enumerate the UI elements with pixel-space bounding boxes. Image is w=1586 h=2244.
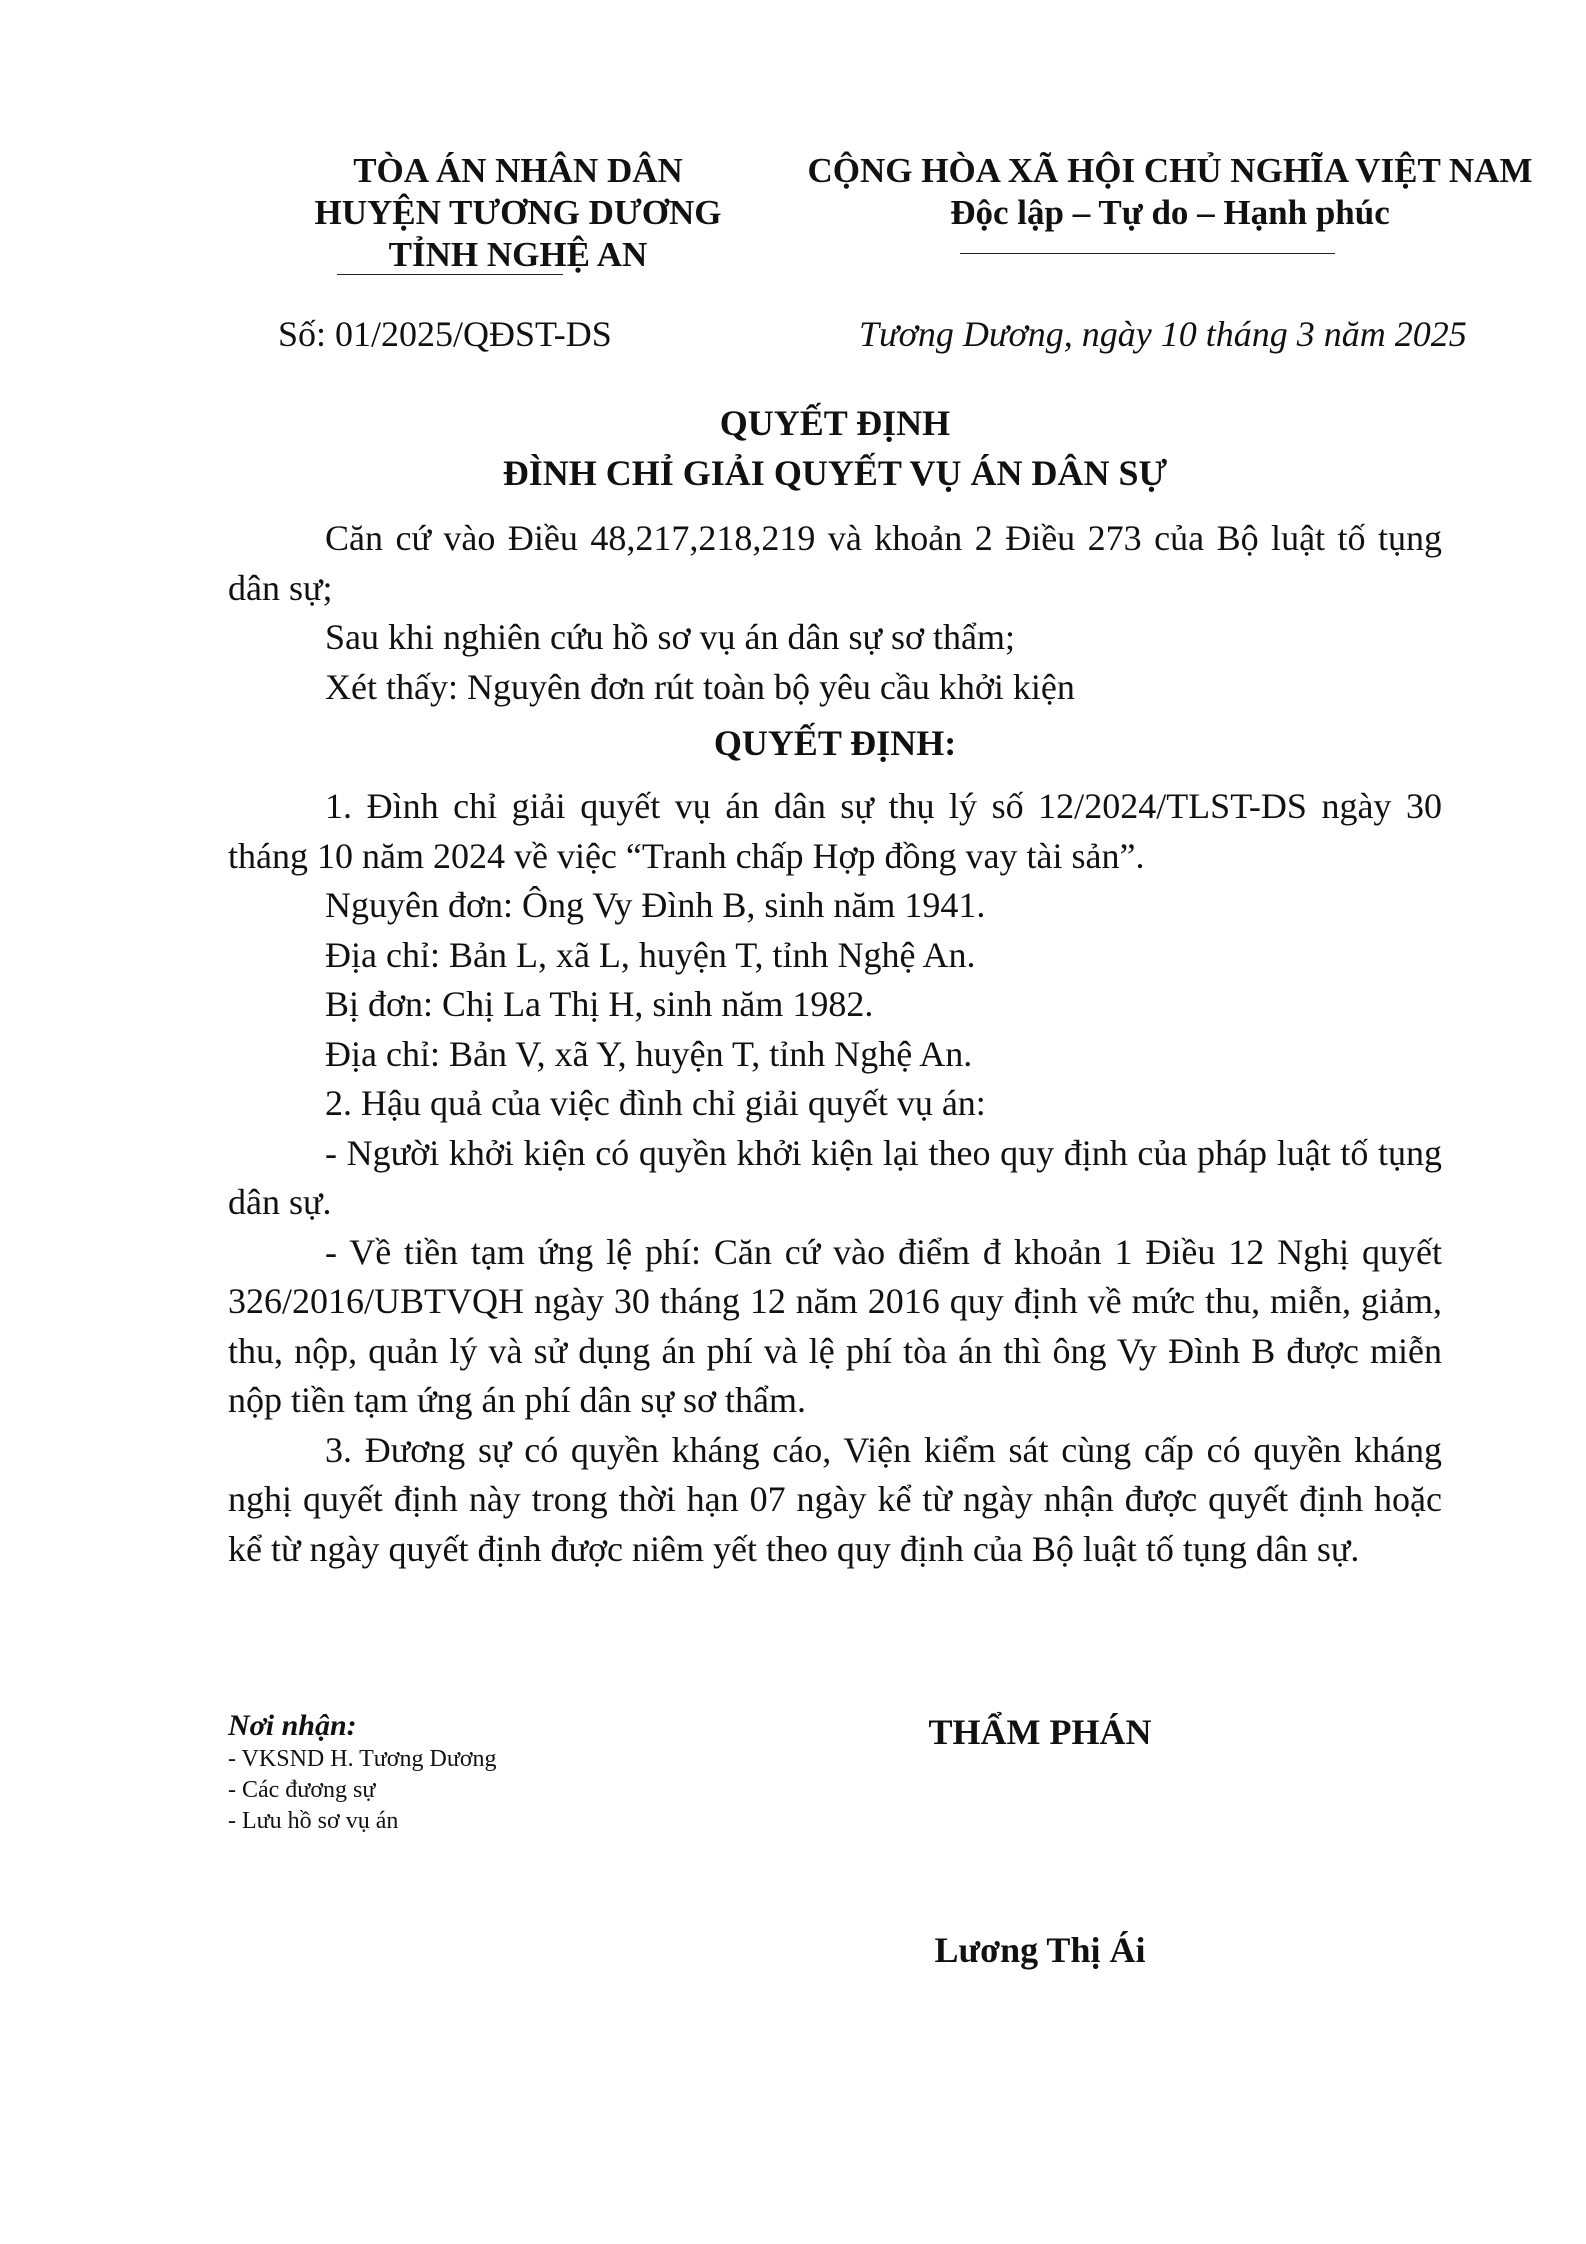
court-name-line2: HUYỆN TƯƠNG DƯƠNG [314,193,722,232]
national-header-block [760,150,1580,234]
document-number: Số: 01/2025/QĐST-DS [278,314,612,354]
preamble-paragraph: Sau khi nghiên cứu hồ sơ vụ án dân sự sơ thẩm; [325,617,1016,657]
court-name-line3: TỈNH NGHỆ AN [388,235,648,274]
decision-heading: QUYẾT ĐỊNH: [713,723,957,763]
national-title: CỘNG HÒA XÃ HỘI CHỦ NGHĨA VIỆT NAM [807,151,1533,190]
recipients-title: Nơi nhận: [228,1709,357,1742]
decision-paragraph: Nguyên đơn: Ông Vy Đình B, sinh năm 1941. [325,885,986,925]
decision-paragraph: Địa chỉ: Bản V, xã Y, huyện T, tỉnh Nghệ An. [325,1033,973,1074]
national-motto: Độc lập – Tự do – Hạnh phúc [950,193,1390,232]
recipients-block [228,1708,497,1837]
decision-paragraph: Bị đơn: Chị La Thị H, sinh năm 1982. [325,984,874,1024]
motto-underline [960,253,1335,254]
court-name-line1: TÒA ÁN NHÂN DÂN [353,151,683,190]
preamble-paragraph: Xét thấy: Nguyên đơn rút toàn bộ yêu cầu khởi kiện [325,666,1075,707]
preamble-paragraph: Căn cứ vào Điều 48,217,218,219 và khoản 2 Điều 273 của Bộ luật tố tụng dân sự; [228,518,1442,608]
signature-name: Lương Thị Ái [934,1930,1146,1970]
court-name-block [228,150,808,276]
decision-paragraph: Địa chỉ: Bản L, xã L, huyện T, tỉnh Nghệ An. [325,934,976,975]
decision-paragraph: 1. Đình chỉ giải quyết vụ án dân sự thụ lý số 12/2024/TLST-DS ngày 30 tháng 10 năm 2024 về việc “Tranh chấp Hợp đồng vay tài sản”. [228,786,1442,876]
document-body [228,514,1442,1574]
document-title [228,398,1442,498]
signature-role: THẨM PHÁN [928,1712,1152,1752]
recipient-item: - Các đương sự [228,1777,376,1803]
recipient-item: - Lưu hồ sơ vụ án [228,1808,399,1834]
recipient-item: - VKSND H. Tương Dương [228,1746,497,1772]
court-name-underline [337,274,563,275]
title-line2: ĐÌNH CHỈ GIẢI QUYẾT VỤ ÁN DÂN SỰ [502,453,1168,493]
decision-paragraph: 2. Hậu quả của việc đình chỉ giải quyết vụ án: [325,1083,986,1123]
decision-paragraph: 3. Đương sự có quyền kháng cáo, Viện kiểm sát cùng cấp có quyền kháng nghị quyết định này trong thời hạn 07 ngày kể từ ngày nhận được quyết định hoặc kể từ ngày quyết định được niêm yết theo quy định của Bộ luật tố tụng dân sự. [228,1429,1442,1569]
place-date: Tương Dương, ngày 10 tháng 3 năm 2025 [859,314,1467,354]
decision-paragraph: - Về tiền tạm ứng lệ phí: Căn cứ vào điểm đ khoản 1 Điều 12 Nghị quyết 326/2016/UBTVQH ngày 30 tháng 12 năm 2016 quy định về mức thu, miễn, giảm, thu, nộp, quản lý và sử dụng án phí và lệ phí tòa án thì ông Vy Đình B được miễn nộp tiền tạm ứng án phí dân sự sơ thẩm. [228,1231,1442,1420]
title-line1: QUYẾT ĐỊNH [719,403,951,443]
decision-paragraph: - Người khởi kiện có quyền khởi kiện lại theo quy định của pháp luật tố tụng dân sự. [228,1132,1442,1222]
